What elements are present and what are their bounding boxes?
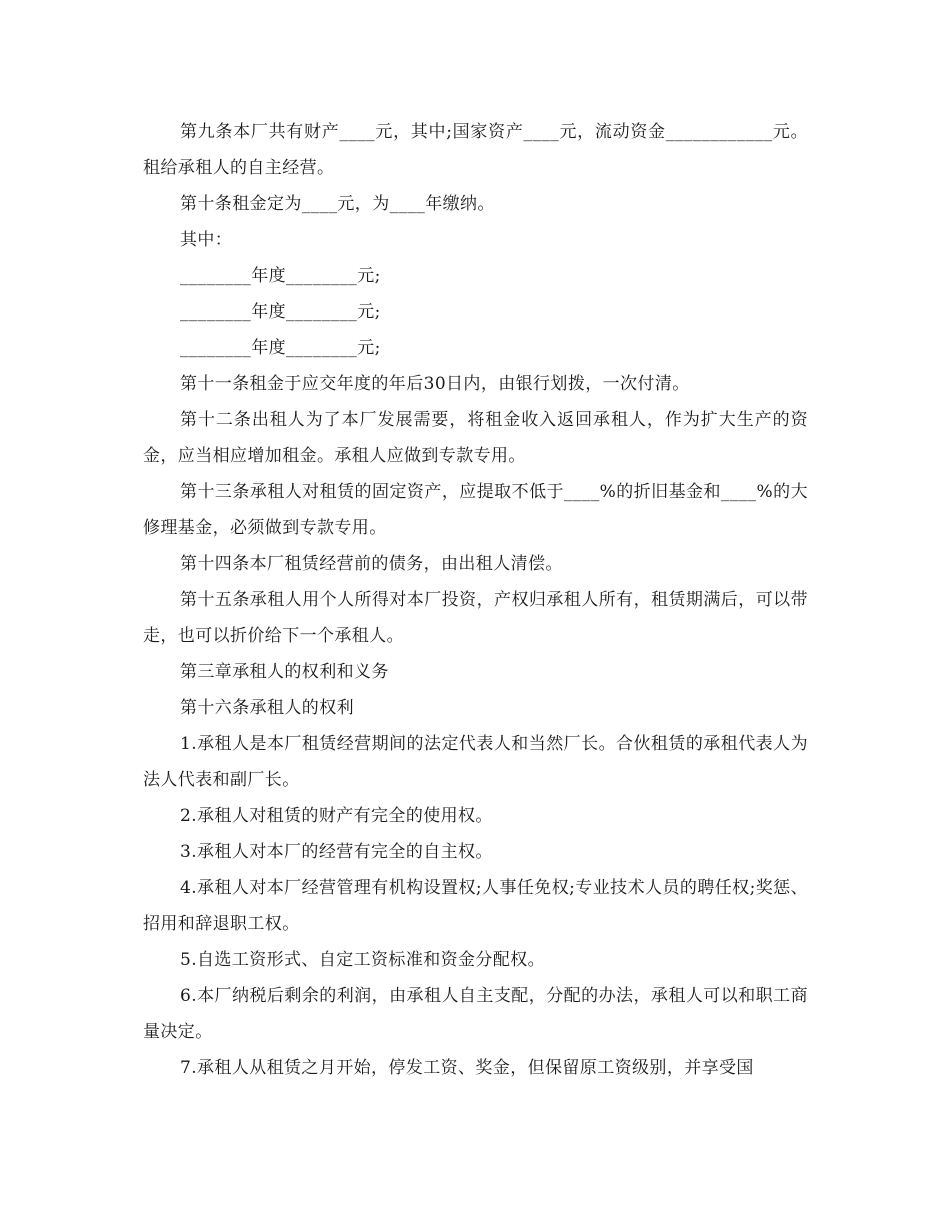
list-item-7: 7.承租人从租赁之月开始，停发工资、奖金，但保留原工资级别，并享受国 — [180, 1058, 754, 1078]
list-item-3: 3.承租人对本厂的经营有完全的自主权。 — [180, 842, 493, 862]
paragraph-article-14: 第十四条本厂租赁经营前的债务，由出租人清偿。 — [180, 554, 563, 574]
paragraph-year-line-2: ________年度________元; — [180, 302, 381, 322]
list-item-6: 6.本厂纳税后剩余的利润，由承租人自主支配，分配的办法，承租人可以和职工商量决定。 — [143, 986, 808, 1042]
list-item-5: 5.自选工资形式、自定工资标准和资金分配权。 — [180, 950, 546, 970]
document-body — [143, 114, 808, 1086]
paragraph-article-15: 第十五条承租人用个人所得对本厂投资，产权归承租人所有，租赁期满后，可以带走，也可以折价给下一个承租人。 — [143, 590, 808, 646]
paragraph-among-them: 其中： — [180, 230, 233, 250]
paragraph-article-16: 第十六条承租人的权利 — [180, 698, 354, 718]
paragraph-year-line-1: ________年度________元; — [180, 266, 381, 286]
list-item-1: 1.承租人是本厂租赁经营期间的法定代表人和当然厂长。合伙租赁的承租代表人为法人代表和副厂长。 — [143, 734, 808, 790]
list-item-2: 2.承租人对租赁的财产有完全的使用权。 — [180, 806, 493, 826]
paragraph-article-9: 第九条本厂共有财产____元，其中;国家资产____元，流动资金____________元。租给承租人的自主经营。 — [143, 122, 808, 178]
paragraph-article-10: 第十条租金定为____元，为____年缴纳。 — [180, 194, 495, 214]
paragraph-article-12: 第十二条出租人为了本厂发展需要，将租金收入返回承租人，作为扩大生产的资金，应当相应增加租金。承租人应做到专款专用。 — [143, 410, 808, 466]
paragraph-article-11: 第十一条租金于应交年度的年后30日内，由银行划拨，一次付清。 — [180, 374, 690, 394]
paragraph-article-13: 第十三条承租人对租赁的固定资产，应提取不低于____%的折旧基金和____%的大修理基金，必须做到专款专用。 — [143, 482, 808, 538]
list-item-4: 4.承租人对本厂经营管理有机构设置权;人事任免权;专业技术人员的聘任权;奖惩、招用和辞退职工权。 — [143, 878, 808, 934]
paragraph-year-line-3: ________年度________元; — [180, 338, 381, 358]
chapter-3-heading: 第三章承租人的权利和义务 — [180, 662, 389, 682]
